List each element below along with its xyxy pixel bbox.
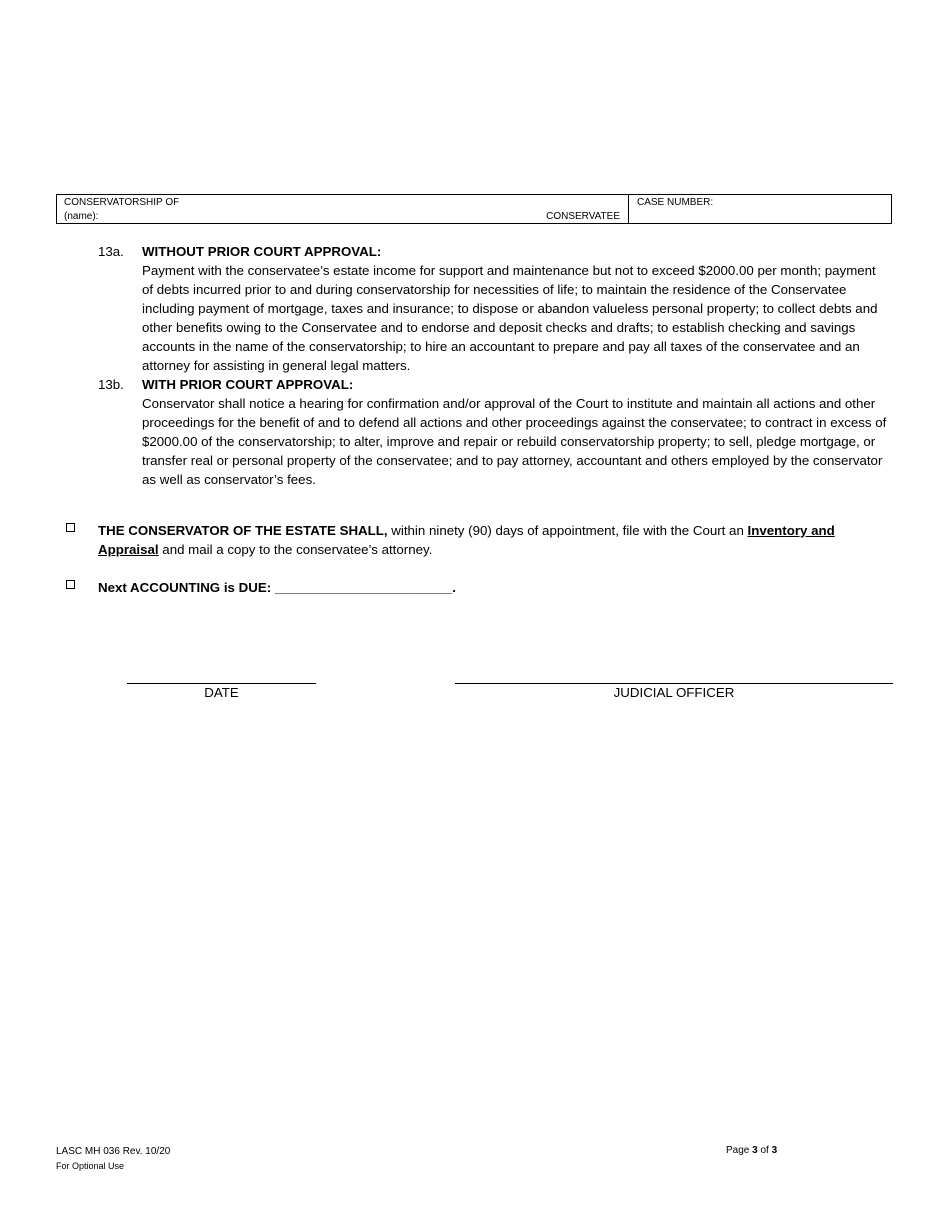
accounting-checkbox[interactable] [66, 580, 75, 589]
page-current: 3 [752, 1145, 758, 1156]
item-13a [98, 242, 890, 375]
item-number: 13b. [98, 377, 124, 392]
date-label: DATE [204, 685, 239, 700]
item-body: Conservator shall notice a hearing for confirmation and/or approval of the Court to institute and maintain all actions and other proceedings for the benefit of and to defend all actions and other proceedings against the conservatee; to contract in excess of $2000.00 of the conservatorship; to alter, improve and repair or rebuild conservatorship property; to sell, pledge mortgage, or transfer real or personal property of the conservatee; and to pay attorney, accountant and others employed by the conservator as well as conservator’s fees. [142, 396, 887, 487]
page-number [726, 1145, 777, 1156]
item-heading: WITH PRIOR COURT APPROVAL: [142, 377, 354, 392]
accounting-checkbox-row [66, 578, 886, 597]
case-number-field[interactable] [637, 196, 713, 210]
page-word: Page [726, 1145, 753, 1156]
page-total: 3 [771, 1145, 778, 1156]
judicial-officer-signature-line[interactable] [455, 683, 893, 684]
powers-list [98, 242, 890, 489]
inventory-tail: and mail a copy to the conservatee’s attorney. [158, 542, 433, 557]
item-heading: WITHOUT PRIOR COURT APPROVAL: [142, 244, 382, 259]
accounting-due-statement: Next ACCOUNTING is DUE: ________________________. [98, 580, 456, 595]
inventory-statement [98, 521, 886, 559]
case-caption-box [56, 194, 892, 224]
conservatorship-name-field[interactable] [57, 195, 629, 223]
conservatorship-of-label: CONSERVATORSHIP OF [64, 197, 180, 208]
item-number: 13a. [98, 244, 124, 259]
item-13b [98, 375, 890, 489]
date-signature-line[interactable] [127, 683, 316, 684]
name-label: (name): [64, 211, 99, 222]
inventory-checkbox[interactable] [66, 523, 75, 532]
inventory-checkbox-row [66, 521, 886, 559]
judicial-officer-label: JUDICIAL OFFICER [613, 685, 735, 700]
form-footer [56, 1145, 170, 1173]
optional-use-note: For Optional Use [56, 1161, 125, 1171]
inventory-middle: within ninety (90) days of appointment, file with the Court an [387, 523, 748, 538]
form-id: LASC MH 036 Rev. 10/20 [56, 1146, 171, 1157]
inventory-lead: THE CONSERVATOR OF THE ESTATE SHALL, [98, 523, 388, 538]
case-number-label: CASE NUMBER: [637, 197, 714, 208]
page-of: of [757, 1145, 772, 1156]
item-body: Payment with the conservatee’s estate income for support and maintenance but not to exceed $2000.00 per month; payment of debts incurred prior to and during conservatorship for necessities of life; to maintain the residence of the Conservatee including payment of mortgage, taxes and insurance; to dispose or abandon valueless personal property; to collect debts and other benefits owing to the Conservatee and to endorse and deposit checks and drafts; to establish checking and savings accounts in the name of the conservatorship; to hire an accountant to prepare and pay all taxes of the conservatee and an attorney for assisting in general legal matters. [142, 263, 878, 373]
conservatee-label: CONSERVATEE [546, 211, 620, 222]
inventory-appraisal-term: Inventory and Appraisal [98, 523, 835, 557]
